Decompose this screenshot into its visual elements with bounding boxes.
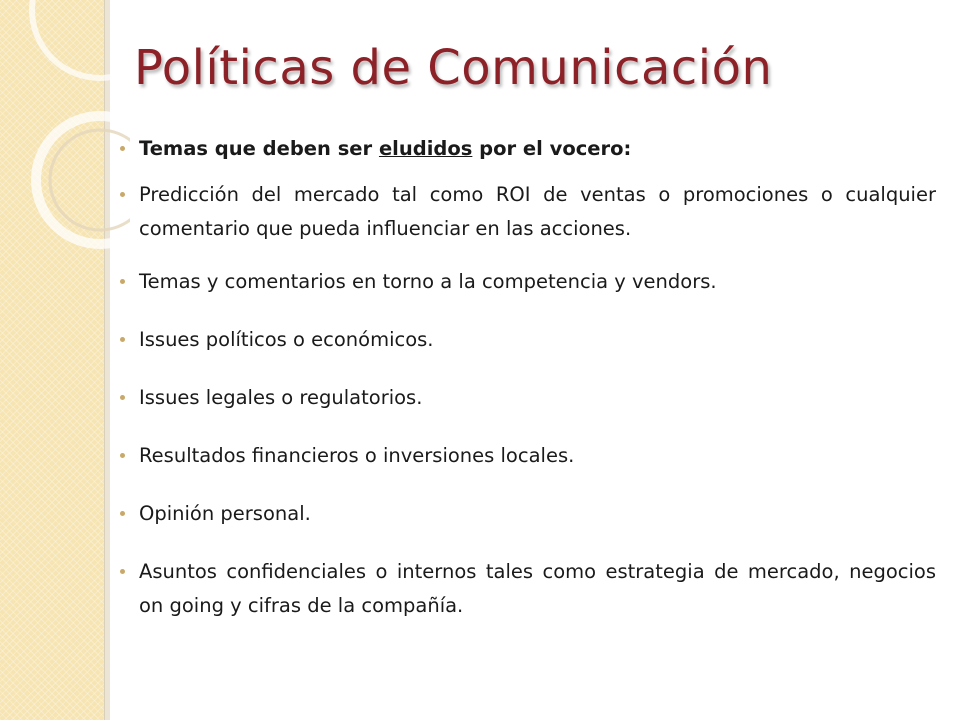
- bullet-item: Issues legales o regulatorios.: [118, 381, 936, 419]
- bullet-item: Resultados financieros o inversiones locales.: [118, 439, 936, 477]
- heading-text: [139, 137, 631, 160]
- slide-title: Políticas de Comunicación: [134, 40, 773, 96]
- bullet-list: [118, 132, 936, 642]
- bullet-item: Asuntos confidenciales o internos tales como estrategia de mercado, negocios on going y cifras de la compañía.: [118, 555, 936, 625]
- bullet-item: Predicción del mercado tal como ROI de ventas o promociones o cualquier comentario que pueda influenciar en las acciones.: [118, 178, 936, 248]
- heading-before: Temas que deben ser: [139, 137, 379, 160]
- bullet-heading: [118, 132, 936, 170]
- heading-underlined: eludidos: [378, 137, 473, 160]
- bullet-item: Issues políticos o económicos.: [118, 323, 936, 361]
- bullet-item: Opinión personal.: [118, 497, 936, 535]
- bullet-item: Temas y comentarios en torno a la competencia y vendors.: [118, 265, 936, 303]
- heading-after: por el vocero:: [472, 137, 632, 160]
- decorative-circles: [0, 0, 130, 260]
